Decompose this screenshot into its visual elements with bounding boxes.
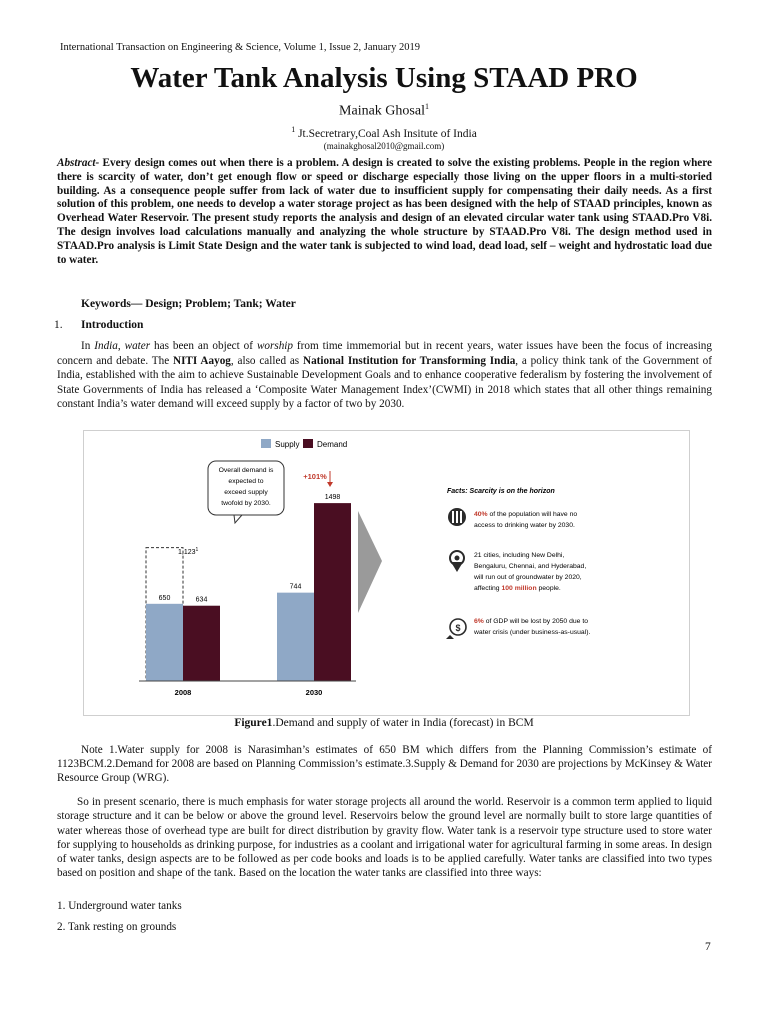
affiliation-sup: 1 bbox=[291, 125, 296, 134]
affiliation bbox=[0, 125, 768, 140]
bar-2008-demand bbox=[183, 606, 220, 681]
affiliation-text: Jt.Secretrary,Coal Ash Insitute of India bbox=[298, 127, 477, 140]
city-pin-icon bbox=[450, 551, 464, 572]
intro-niti-full: National Institution for Transforming India bbox=[302, 354, 516, 367]
facts-title: Facts: Scarcity is on the horizon bbox=[447, 488, 555, 495]
bar-label-2030-supply: 744 bbox=[289, 583, 302, 591]
fact-3-line-2: water crisis (under business-as-usual). bbox=[474, 629, 591, 636]
list-item-1: 1. Underground water tanks bbox=[57, 900, 182, 912]
keywords: Keywords— Design; Problem; Tank; Water bbox=[81, 298, 296, 310]
dashed-bar-label-sup: 1 bbox=[195, 547, 199, 553]
bar-label-2008-supply: 650 bbox=[158, 594, 171, 602]
legend-demand-swatch bbox=[303, 439, 313, 448]
author-name: Mainak Ghosal bbox=[339, 103, 425, 119]
intro-paragraph bbox=[57, 339, 712, 412]
bar-2030-demand bbox=[314, 503, 351, 681]
body-paragraph-2: So in present scenario, there is much emphasis for water storage projects all around the world. Reservoir is a common term applied to liquid storage structure and it can be below or above the ground level. Reservoirs below the ground level are normally built to store large quantities of water whereas those of overhead type are built for direct distribution by gravity flow. Water tank is a reservoir type structure used to store water for supplying to households as drinking purpose, for industries as a coolant and irrigational water for agricultural farming in some areas. In design of water tanks, design aspects are to be followed as per code books and loads is to be applied carefully. Water tanks are classified into two types based on position and shape of the tank. Based on the location the water tanks are classified into three ways: bbox=[57, 796, 712, 880]
callout-line-1: Overall demand is bbox=[218, 467, 274, 474]
intro-worship: worship bbox=[256, 340, 293, 352]
abstract bbox=[57, 157, 712, 267]
gdp-loss-icon bbox=[446, 619, 466, 639]
fact-1-line-2: access to drinking water by 2030. bbox=[474, 522, 575, 529]
intro-niti: NITI Aayog bbox=[172, 354, 231, 367]
dashed-bar-label bbox=[178, 547, 199, 556]
journal-header: International Transaction on Engineering & Science, Volume 1, Issue 2, January 2019 bbox=[60, 42, 421, 53]
caption-label: Figure1 bbox=[234, 717, 273, 729]
increase-label: +101% bbox=[303, 472, 327, 481]
dashed-bar-label-text: 1,123 bbox=[178, 549, 196, 556]
abstract-label: Abstract- bbox=[57, 157, 100, 169]
abstract-text: Every design comes out when there is a problem. A design is created to solve the existing problems. People in the region where there is scarcity of water, don’t get enough flow or speed or discharge especially those living on the upper floors in a multi-storied building. As a consequence people suffer from lack of water due to insufficient supply for compensating their daily needs. As a first solution of this problem, one needs to develop a water storage project as has been designed with the help of STAAD principles, known as Overhead Water Reservoir. The present study reports the analysis and design of an elevated circular water tank using STAAD.Pro V8i. The design involves load calculations manually and analyzing the whole structure by STAAD.Pro V8i. The design method used in STAAD.Pro analysis is Limit State Design and the water tank is subjected to wind load, dead load, self – weight and hydrostatic load due to water. bbox=[57, 157, 712, 266]
intro-text-4: from time immemorial but in recent years, water issues have been the focus of increasing concern and debate. The bbox=[57, 340, 712, 367]
intro-water: water bbox=[124, 340, 151, 352]
demand-supply-chart bbox=[84, 431, 689, 715]
author bbox=[0, 102, 768, 120]
callout-tail bbox=[234, 515, 242, 523]
section-title: Introduction bbox=[81, 319, 144, 331]
fact-2-line-4a: affecting bbox=[474, 585, 502, 592]
list-item-2: 2. Tank resting on grounds bbox=[57, 921, 177, 933]
increase-arrow-head bbox=[327, 482, 333, 487]
author-sup: 1 bbox=[424, 102, 429, 111]
intro-text-2: , bbox=[117, 340, 125, 352]
figure-caption bbox=[0, 717, 768, 729]
intro-text-1: In bbox=[81, 340, 95, 352]
bar-2030-supply bbox=[277, 593, 314, 681]
caption-text: .Demand and supply of water in India (forecast) in BCM bbox=[272, 717, 534, 729]
legend-demand-label: Demand bbox=[317, 440, 348, 449]
fact-3-line-1 bbox=[474, 618, 588, 625]
fact-1-line-1 bbox=[474, 511, 577, 518]
fact-3-line-1-text: of GDP will be lost by 2050 due to bbox=[483, 618, 588, 625]
fact-2-highlight: 100 million bbox=[501, 585, 537, 592]
x-tick-2008: 2008 bbox=[174, 688, 192, 697]
transition-arrow bbox=[358, 511, 382, 613]
intro-text-6: , a policy think tank of the Government of India, established with the aim to achieve Sustainable Development Goals and to enhance cooperative federalism by fostering the involvement of State Governments of India has released a ‘Composite Water Management Index’(CWMI) in 2018 which states that all other things remaining constant India’s water demand will exceed supply by a factor of two by 2030. bbox=[57, 354, 712, 411]
x-tick-2030: 2030 bbox=[305, 688, 323, 697]
callout-line-4: twofold by 2030. bbox=[221, 500, 271, 507]
gdp-loss-icon-symbol: $ bbox=[455, 623, 461, 633]
fact-2-line-4b: people. bbox=[536, 585, 561, 592]
bar-label-2030-demand: 1498 bbox=[324, 494, 341, 502]
intro-text-5: , also called as bbox=[230, 354, 303, 367]
bar-label-2008-demand: 634 bbox=[195, 596, 208, 604]
legend-supply-swatch bbox=[261, 439, 271, 448]
fact-2-line-1: 21 cities, including New Delhi, bbox=[474, 552, 565, 559]
fact-1-highlight: 40% bbox=[474, 511, 488, 518]
figure-1 bbox=[83, 430, 690, 716]
author-email: (mainakghosal2010@gmail.com) bbox=[323, 141, 445, 151]
intro-text-3: has been an object of bbox=[150, 340, 257, 352]
fact-1-line-1-text: of the population will have no bbox=[487, 511, 578, 518]
fact-2-line-4 bbox=[474, 585, 561, 592]
figure-note: Note 1.Water supply for 2008 is Narasimhan’s estimates of 650 BM which differs from the Planning Commission’s estimate of 1123BCM.2.Demand for 2008 are based on Planning Commission’s estimate.3.Supply & Demand for 2030 are projections by McKinsey & Water Resource Group (WRG). bbox=[57, 744, 712, 785]
fact-2-line-3: will run out of groundwater by 2020, bbox=[474, 574, 582, 581]
bar-group bbox=[146, 494, 351, 697]
legend-supply-label: Supply bbox=[275, 440, 300, 449]
people-icon bbox=[448, 508, 466, 526]
fact-2-line-2: Bengaluru, Chennai, and Hyderabad, bbox=[474, 563, 587, 570]
bar-2008-supply bbox=[146, 604, 183, 681]
fact-3-highlight: 6% bbox=[474, 618, 484, 625]
page-number: 7 bbox=[705, 941, 711, 953]
section-number: 1. bbox=[54, 319, 63, 331]
paper-title: Water Tank Analysis Using STAAD PRO bbox=[130, 62, 638, 94]
callout-line-2: expected to bbox=[228, 478, 264, 485]
intro-india: India bbox=[94, 340, 118, 352]
callout-line-3: exceed supply bbox=[224, 489, 268, 496]
